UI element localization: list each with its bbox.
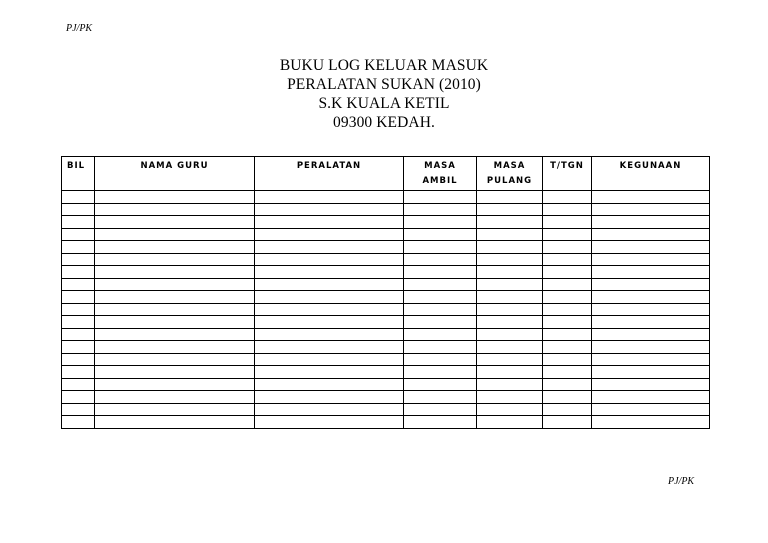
footer-form-code: PJ/PK (668, 476, 695, 487)
table-cell (592, 366, 710, 379)
table-cell (543, 303, 592, 316)
table-cell (255, 303, 404, 316)
title-line: S.K KUALA KETIL (318, 95, 450, 112)
table-cell (62, 266, 95, 279)
table-cell (592, 216, 710, 229)
table-header-row (62, 157, 710, 191)
table-cell (404, 266, 477, 279)
column-header-masa-pulang (477, 157, 543, 191)
table-cell (62, 216, 95, 229)
table-cell (255, 366, 404, 379)
table-cell (477, 403, 543, 416)
table-cell (477, 216, 543, 229)
column-header-text: PERALATAN (296, 161, 362, 171)
table-cell (404, 353, 477, 366)
table-cell (95, 228, 255, 241)
table-cell (543, 191, 592, 204)
log-table (61, 156, 710, 429)
table-cell (95, 241, 255, 254)
table-cell (255, 203, 404, 216)
table-cell (543, 253, 592, 266)
table-cell (255, 228, 404, 241)
table-cell (404, 391, 477, 404)
table-cell (477, 253, 543, 266)
table-cell (95, 416, 255, 429)
column-header-nama-guru (95, 157, 255, 191)
table-cell (255, 416, 404, 429)
table-cell (543, 403, 592, 416)
table-cell (543, 291, 592, 304)
table-row (62, 366, 710, 379)
table-cell (404, 228, 477, 241)
table-cell (592, 253, 710, 266)
table-cell (62, 191, 95, 204)
table-cell (477, 266, 543, 279)
table-cell (62, 366, 95, 379)
table-cell (62, 203, 95, 216)
table-cell (255, 216, 404, 229)
table-cell (95, 403, 255, 416)
table-cell (95, 216, 255, 229)
table-cell (62, 391, 95, 404)
table-cell (543, 416, 592, 429)
column-header-text: MASA (424, 161, 456, 171)
table-cell (543, 366, 592, 379)
table-cell (95, 278, 255, 291)
table-cell (477, 391, 543, 404)
table-cell (255, 266, 404, 279)
document-title (0, 56, 768, 132)
table-cell (95, 353, 255, 366)
table-cell (477, 341, 543, 354)
table-cell (62, 378, 95, 391)
table-cell (404, 403, 477, 416)
table-cell (477, 328, 543, 341)
column-header-text: T/TGN (550, 161, 584, 171)
table-cell (592, 191, 710, 204)
table-cell (62, 241, 95, 254)
log-table-body (62, 191, 710, 429)
table-cell (62, 403, 95, 416)
table-row (62, 391, 710, 404)
table-row (62, 216, 710, 229)
table-cell (477, 316, 543, 329)
table-cell (404, 303, 477, 316)
table-cell (62, 278, 95, 291)
table-cell (404, 316, 477, 329)
table-cell (62, 328, 95, 341)
column-header-text: KEGUNAAN (619, 161, 682, 171)
table-cell (477, 366, 543, 379)
table-cell (592, 353, 710, 366)
table-cell (477, 416, 543, 429)
table-cell (255, 291, 404, 304)
table-cell (592, 416, 710, 429)
column-header-text: NAMA GURU (140, 161, 209, 171)
table-cell (592, 328, 710, 341)
table-cell (592, 241, 710, 254)
table-cell (255, 391, 404, 404)
column-header-peralatan (255, 157, 404, 191)
table-cell (255, 328, 404, 341)
table-cell (543, 353, 592, 366)
table-cell (62, 228, 95, 241)
table-cell (592, 403, 710, 416)
table-row (62, 203, 710, 216)
table-cell (543, 278, 592, 291)
table-cell (255, 341, 404, 354)
table-cell (543, 316, 592, 329)
table-cell (543, 266, 592, 279)
table-cell (592, 316, 710, 329)
table-row (62, 303, 710, 316)
table-cell (62, 316, 95, 329)
table-row (62, 416, 710, 429)
table-cell (255, 403, 404, 416)
table-cell (404, 416, 477, 429)
table-cell (543, 216, 592, 229)
table-cell (255, 253, 404, 266)
table-cell (404, 278, 477, 291)
table-cell (404, 241, 477, 254)
table-cell (95, 328, 255, 341)
table-cell (592, 378, 710, 391)
table-cell (255, 316, 404, 329)
table-cell (95, 266, 255, 279)
table-cell (404, 366, 477, 379)
column-header-text: PULANG (486, 176, 533, 186)
table-row (62, 266, 710, 279)
table-cell (543, 391, 592, 404)
title-line: 09300 KEDAH. (333, 114, 435, 131)
table-cell (592, 303, 710, 316)
table-cell (62, 341, 95, 354)
table-cell (592, 391, 710, 404)
column-header-text: AMBIL (422, 176, 458, 186)
table-cell (404, 253, 477, 266)
table-cell (95, 391, 255, 404)
column-header-masa-ambil (404, 157, 477, 191)
table-cell (477, 228, 543, 241)
table-row (62, 241, 710, 254)
table-cell (95, 341, 255, 354)
table-cell (95, 303, 255, 316)
table-cell (255, 278, 404, 291)
column-header-bil (62, 157, 95, 191)
table-row (62, 378, 710, 391)
table-cell (543, 241, 592, 254)
table-cell (404, 291, 477, 304)
table-row (62, 316, 710, 329)
table-cell (404, 203, 477, 216)
header-form-code: PJ/PK (66, 23, 93, 34)
table-cell (477, 291, 543, 304)
table-row (62, 403, 710, 416)
column-header-text: MASA (493, 161, 526, 171)
title-line: PERALATAN SUKAN (2010) (287, 76, 481, 93)
column-header-text: BIL (67, 161, 86, 171)
table-cell (543, 228, 592, 241)
table-cell (592, 278, 710, 291)
table-cell (95, 291, 255, 304)
table-cell (62, 353, 95, 366)
table-cell (95, 203, 255, 216)
column-header-kegunaan (592, 157, 710, 191)
table-cell (95, 191, 255, 204)
table-cell (62, 291, 95, 304)
table-cell (477, 303, 543, 316)
table-row (62, 228, 710, 241)
column-header-ttgn (543, 157, 592, 191)
table-row (62, 191, 710, 204)
table-cell (404, 341, 477, 354)
table-cell (477, 378, 543, 391)
table-cell (543, 328, 592, 341)
table-row (62, 291, 710, 304)
title-line: BUKU LOG KELUAR MASUK (279, 57, 489, 74)
table-cell (62, 303, 95, 316)
table-cell (95, 378, 255, 391)
table-cell (255, 378, 404, 391)
table-cell (255, 353, 404, 366)
table-cell (477, 241, 543, 254)
table-cell (404, 191, 477, 204)
table-cell (543, 378, 592, 391)
table-cell (477, 203, 543, 216)
table-cell (404, 328, 477, 341)
table-row (62, 253, 710, 266)
table-cell (543, 341, 592, 354)
table-cell (592, 203, 710, 216)
table-row (62, 341, 710, 354)
table-cell (592, 228, 710, 241)
table-cell (255, 241, 404, 254)
table-row (62, 328, 710, 341)
table-cell (592, 266, 710, 279)
table-cell (95, 253, 255, 266)
table-cell (477, 191, 543, 204)
table-cell (95, 366, 255, 379)
table-cell (95, 316, 255, 329)
table-row (62, 278, 710, 291)
table-cell (62, 253, 95, 266)
table-cell (477, 353, 543, 366)
table-cell (404, 378, 477, 391)
table-cell (543, 203, 592, 216)
table-cell (62, 416, 95, 429)
table-cell (255, 191, 404, 204)
table-row (62, 353, 710, 366)
table-cell (477, 278, 543, 291)
table-cell (404, 216, 477, 229)
table-cell (592, 291, 710, 304)
table-cell (592, 341, 710, 354)
